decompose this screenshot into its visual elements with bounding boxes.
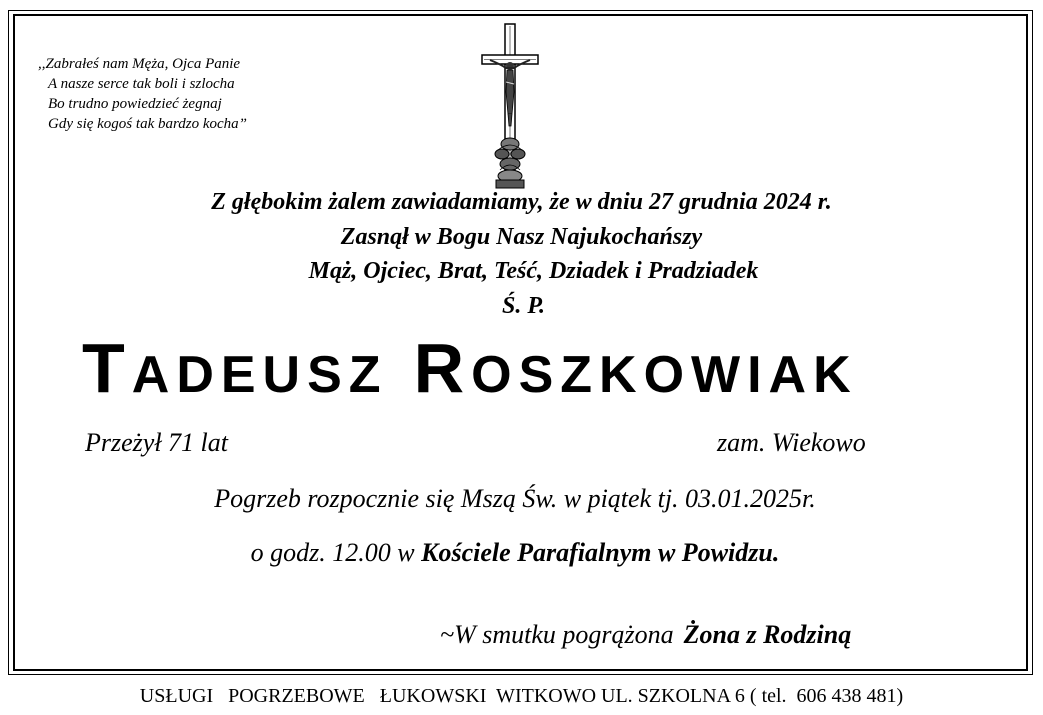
funeral-line-2: [0, 536, 1030, 570]
first-name-rest: ADEUSZ: [131, 346, 388, 404]
announcement-line-3: Mąż, Ojciec, Brat, Teść, Dziadek i Pradziadek: [308, 258, 759, 284]
crucifix-icon: [480, 22, 540, 192]
last-name-rest: OSZKOWIAK: [471, 346, 858, 404]
poem-line-2: A nasze serce tak boli i szlocha: [48, 76, 235, 92]
poem-line-4: Gdy się kogoś tak bardzo kocha”: [48, 116, 247, 132]
residence-text: zam. Wiekowo: [717, 428, 866, 457]
poem-line-3: Bo trudno powiedzieć żegnaj: [48, 96, 222, 112]
funeral-time: o godz. 12.00 w: [250, 538, 422, 567]
funeral-line-1: Pogrzeb rozpocznie się Mszą Św. w piątek tj. 03.01.2025r.: [214, 484, 816, 513]
mourning-family: Żona z Rodziną: [683, 620, 852, 649]
last-name-initial: R: [413, 329, 472, 407]
funeral-service-footer: USŁUGI POGRZEBOWE ŁUKOWSKI WITKOWO UL. SZKOLNA 6 ( tel. 606 438 481): [139, 685, 904, 707]
mourning-signature: [440, 618, 851, 652]
funeral-place: Kościele Parafialnym w Powidzu.: [421, 538, 780, 567]
announcement-line-2: Zasnął w Bogu Nasz Najukochańszy: [340, 224, 703, 250]
memorial-poem: [38, 54, 318, 134]
first-name-initial: T: [82, 329, 132, 407]
poem-line-1: ,,Zabrałeś nam Męża, Ojca Panie: [38, 56, 241, 72]
deceased-name: [82, 328, 942, 415]
age-text: Przeżył 71 lat: [85, 428, 228, 457]
mourning-prefix: ~W smutku pogrążona: [440, 620, 674, 649]
announcement-line-1: Z głębokim żalem zawiadamiamy, że w dniu 27 grudnia 2024 r.: [211, 189, 832, 215]
announcement-line-4: Ś. P.: [502, 293, 545, 319]
